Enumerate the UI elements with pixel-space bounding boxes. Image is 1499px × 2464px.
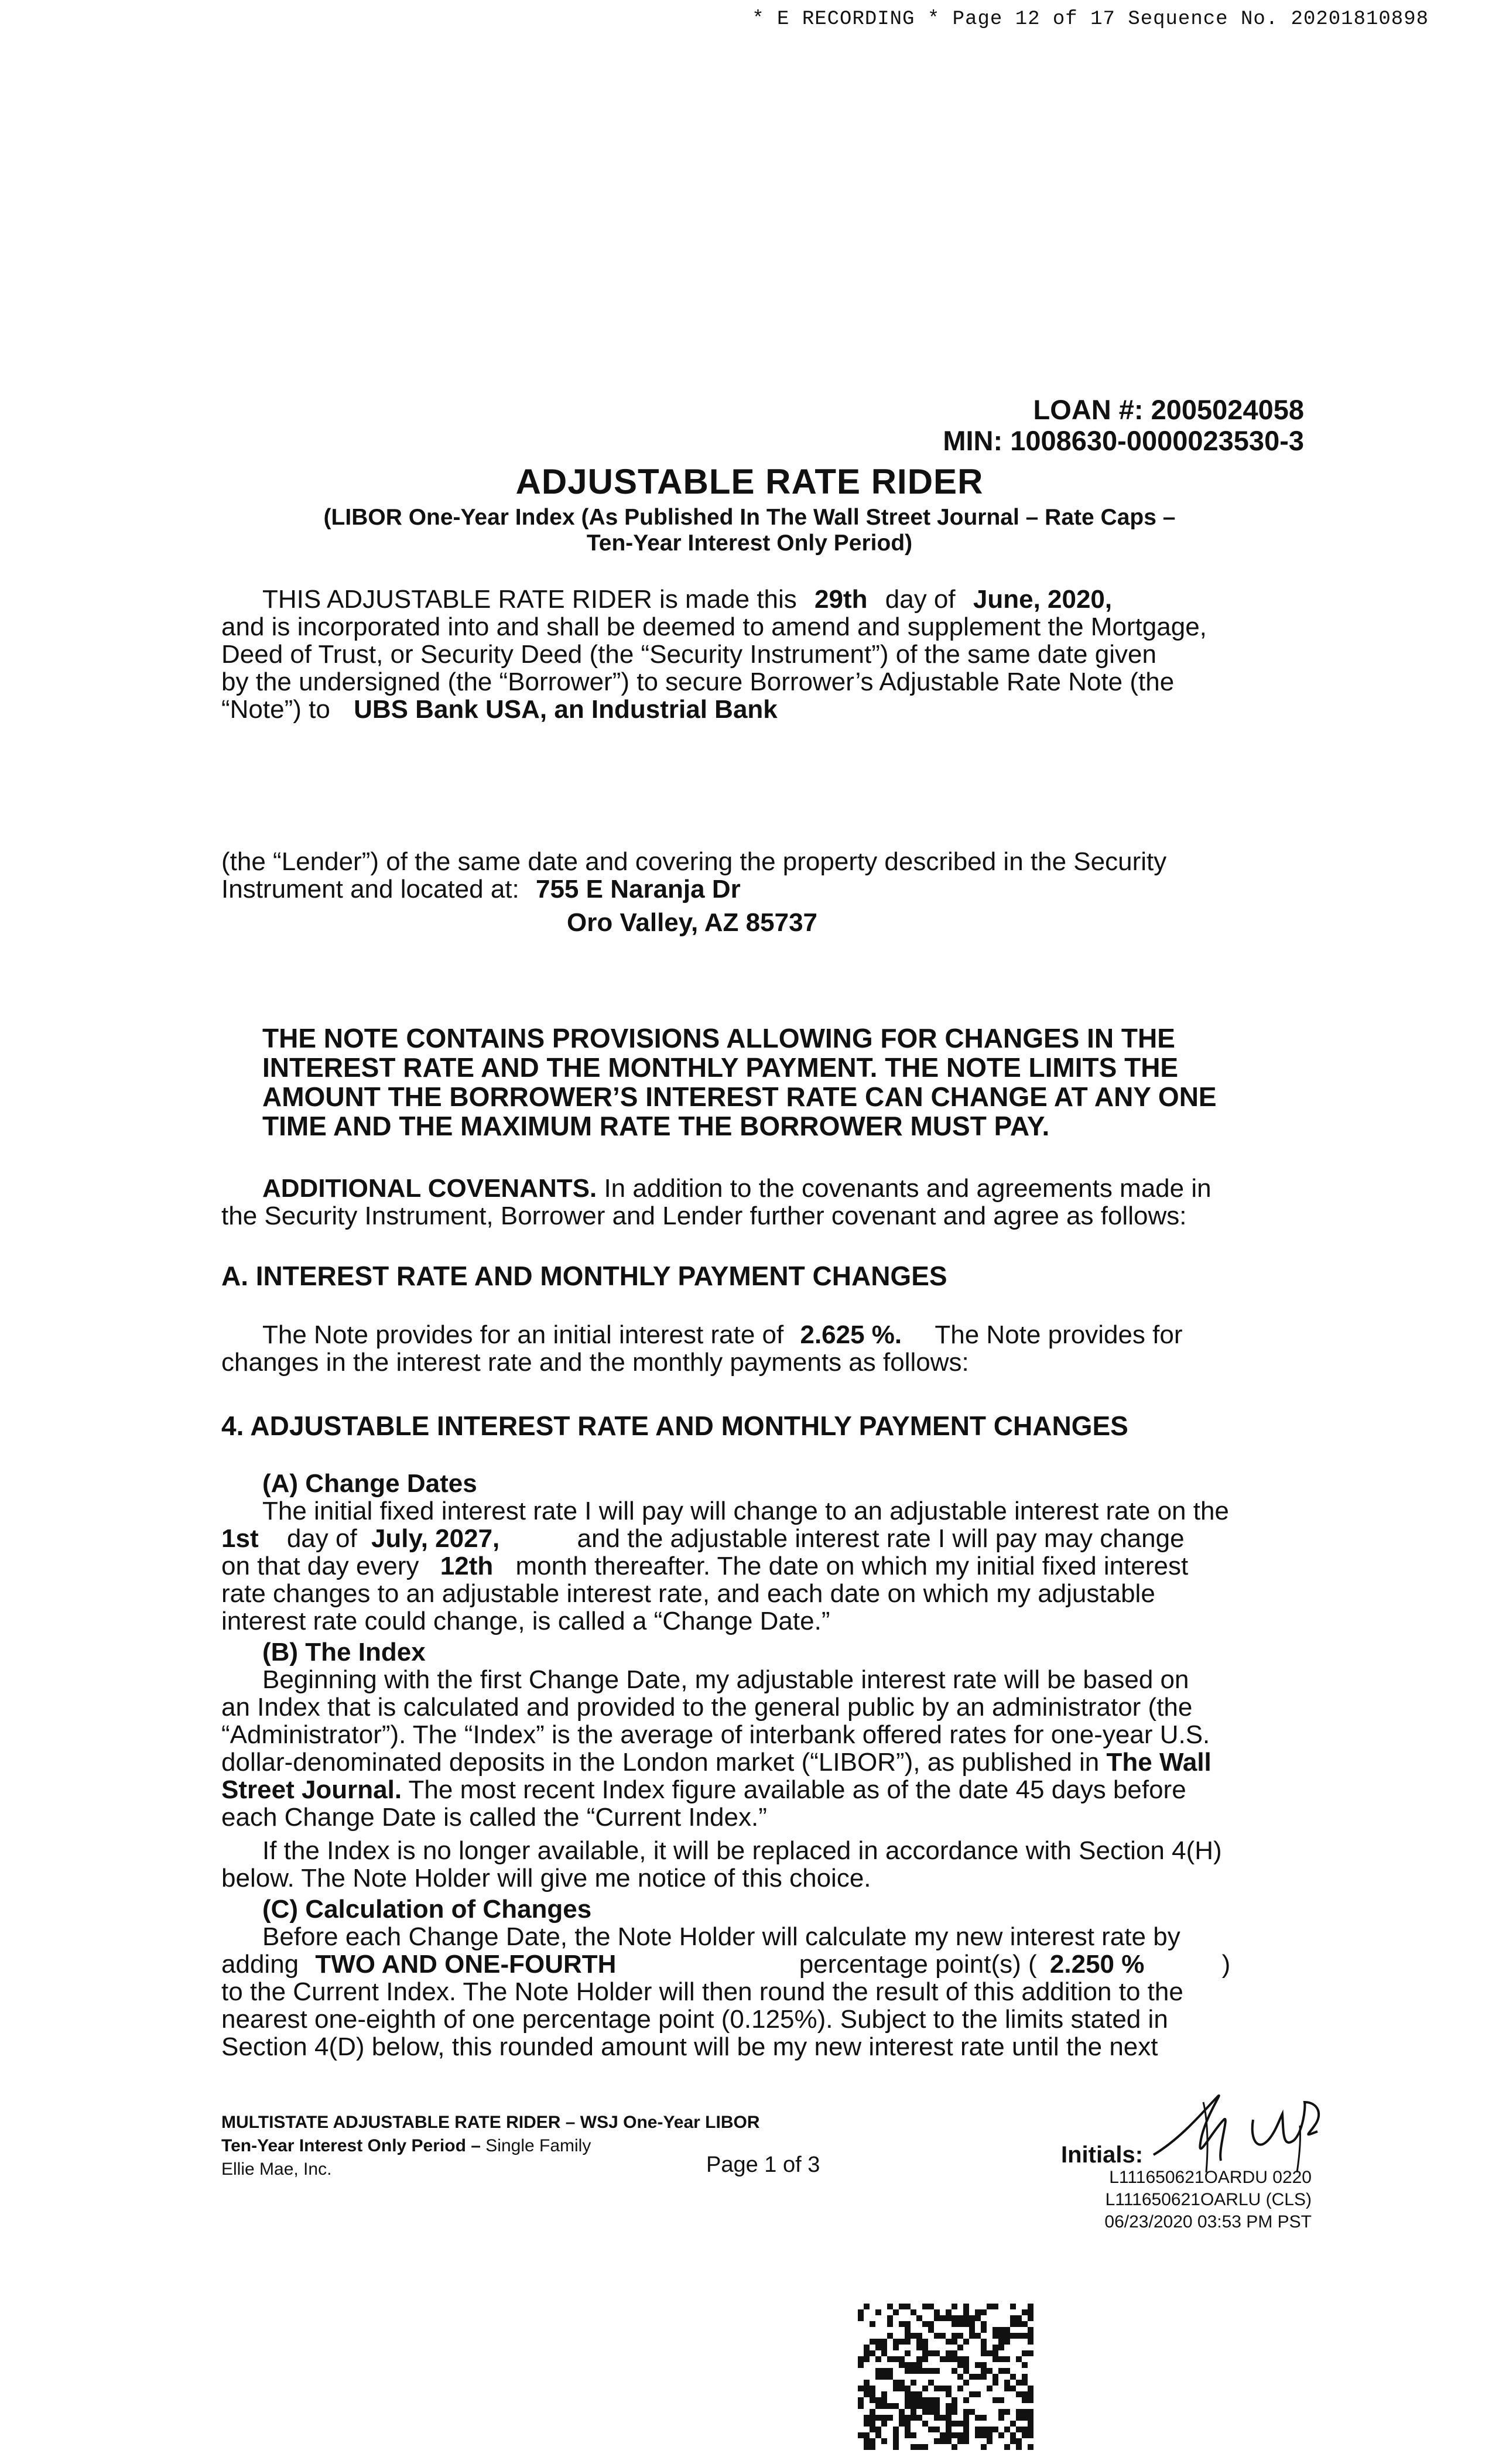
form-title-1: MULTISTATE ADJUSTABLE RATE RIDER – WSJ One-Year LIBOR xyxy=(221,2113,760,2132)
subsection-a-text: on that day every xyxy=(221,1552,419,1580)
section-a-heading: A. INTEREST RATE AND MONTHLY PAYMENT CHANGES xyxy=(221,1261,947,1291)
first-change-date: July, 2027, xyxy=(371,1524,500,1553)
subsection-b-line-6: each Change Date is called the “Current Index.” xyxy=(221,1803,767,1832)
margin-rate: 2.250 % xyxy=(1049,1950,1145,1979)
subsection-a-line-2 xyxy=(221,1525,1185,1552)
subsection-c-line-2 xyxy=(221,1950,1230,1978)
subsection-b-line-4 xyxy=(221,1748,1211,1776)
page-number: Page 1 of 3 xyxy=(706,2152,820,2177)
subsection-c-text: adding xyxy=(221,1950,299,1979)
intro-text: “Note”) to xyxy=(221,695,330,724)
notice-line: AMOUNT THE BORROWER’S INTEREST RATE CAN CHANGE AT ANY ONE xyxy=(262,1082,1217,1112)
subsection-b-text: dollar-denominated deposits in the London market (“LIBOR”), as published in xyxy=(221,1748,1100,1777)
form-code-1: L111650621OARDU 0220 xyxy=(1109,2168,1312,2187)
intro-line-5 xyxy=(221,696,778,723)
subsection-a-text: day of xyxy=(286,1524,357,1553)
subsection-c-line-4: nearest one-eighth of one percentage point (0.125%). Subject to the limits stated in xyxy=(221,2005,1168,2034)
section-a-text: The Note provides for xyxy=(935,1320,1183,1349)
subsection-c-text: ) xyxy=(1221,1950,1231,1979)
subsection-b-heading: (B) The Index xyxy=(262,1638,426,1666)
subsection-a-heading: (A) Change Dates xyxy=(262,1469,477,1498)
notice-line: INTEREST RATE AND THE MONTHLY PAYMENT. THE NOTE LIMITS THE xyxy=(262,1052,1179,1083)
subsection-c-line-1: Before each Change Date, the Note Holder will calculate my new interest rate by xyxy=(262,1922,1180,1951)
barcode-icon xyxy=(858,2304,1033,2450)
intro-line-3: Deed of Trust, or Security Deed (the “Security Instrument”) of the same date given xyxy=(221,640,1156,669)
page-title: ADJUSTABLE RATE RIDER xyxy=(515,462,984,501)
subsection-c-heading: (C) Calculation of Changes xyxy=(262,1895,592,1924)
section-a-line-2: changes in the interest rate and the monthly payments as follows: xyxy=(221,1348,969,1377)
intro-text: day of xyxy=(885,585,956,614)
subsection-a-line-5: interest rate could change, is called a “Change Date.” xyxy=(221,1607,830,1635)
property-address-1: 755 E Naranja Dr xyxy=(535,875,741,904)
publication-name: Street Journal. xyxy=(221,1775,402,1804)
notice-line: THE NOTE CONTAINS PROVISIONS ALLOWING FOR CHANGES IN THE xyxy=(262,1023,1175,1053)
subsection-a-line-1: The initial fixed interest rate I will pay will change to an adjustable interest rate on the xyxy=(262,1497,1229,1525)
rider-day: 29th xyxy=(814,585,868,614)
covenants-label: ADDITIONAL COVENANTS. xyxy=(262,1174,597,1203)
intro-line-1 xyxy=(262,586,1112,613)
subtitle-line-2: Ten-Year Interest Only Period) xyxy=(586,531,913,556)
subsection-b-line-2: an Index that is calculated and provided to the general public by an administrator (the xyxy=(221,1693,1193,1722)
print-timestamp: 06/23/2020 03:53 PM PST xyxy=(1104,2212,1312,2232)
subsection-a-text: month thereafter. The date on which my initial fixed interest xyxy=(515,1552,1189,1580)
intro-text: THIS ADJUSTABLE RATE RIDER is made this xyxy=(262,585,797,614)
section-a-text: The Note provides for an initial interest rate of xyxy=(262,1320,784,1349)
subtitle-line-1: (LIBOR One-Year Index (As Published In The Wall Street Journal – Rate Caps – xyxy=(323,505,1176,530)
property-line-1: (the “Lender”) of the same date and covering the property described in the Security xyxy=(221,847,1167,876)
change-frequency: 12th xyxy=(440,1552,494,1580)
subsection-b-line-5 xyxy=(221,1776,1186,1803)
form-publisher: Ellie Mae, Inc. xyxy=(221,2160,332,2179)
subsection-c-text: percentage point(s) ( xyxy=(799,1950,1037,1979)
property-line-2 xyxy=(221,875,741,903)
property-address-2: Oro Valley, AZ 85737 xyxy=(567,908,818,937)
subsection-b-line-8: below. The Note Holder will give me notice of this choice. xyxy=(221,1864,871,1893)
form-title-text: Ten-Year Interest Only Period – xyxy=(221,2136,481,2155)
covenants-line-1 xyxy=(262,1175,1211,1202)
subsection-c-line-5: Section 4(D) below, this rounded amount will be my new interest rate until the next xyxy=(221,2032,1158,2061)
loan-number: LOAN #: 2005024058 xyxy=(1033,394,1304,425)
subsection-a-line-3 xyxy=(221,1552,1188,1580)
form-code-2: L111650621OARLU (CLS) xyxy=(1105,2190,1312,2209)
covenants-text: In addition to the covenants and agreements made in xyxy=(604,1174,1211,1203)
subsection-b-line-3: “Administrator”). The “Index” is the average of interbank offered rates for one-year U.S. xyxy=(221,1720,1210,1749)
intro-line-4: by the undersigned (the “Borrower”) to secure Borrower’s Adjustable Rate Note (the xyxy=(221,668,1175,696)
recording-header: * E RECORDING * Page 12 of 17 Sequence No. 20201810898 xyxy=(752,8,1429,30)
subsection-c-line-3: to the Current Index. The Note Holder will then round the result of this addition to the xyxy=(221,1977,1183,2006)
initials-label: Initials: xyxy=(1061,2142,1144,2168)
subsection-b-text: The most recent Index figure available as of the date 45 days before xyxy=(408,1775,1186,1804)
subsection-a-text: and the adjustable interest rate I will pay may change xyxy=(577,1524,1185,1553)
notice-line: TIME AND THE MAXIMUM RATE THE BORROWER MUST PAY. xyxy=(262,1111,1050,1141)
notice-block xyxy=(262,1024,1217,1141)
subsection-a-line-4: rate changes to an adjustable interest rate, and each date on which my adjustable xyxy=(221,1579,1155,1608)
section-a-line-1 xyxy=(262,1321,1182,1349)
subsection-b-line-7: If the Index is no longer available, it will be replaced in accordance with Section 4(H) xyxy=(262,1836,1222,1865)
subsection-b-line-1: Beginning with the first Change Date, my adjustable interest rate will be based on xyxy=(262,1665,1189,1694)
margin-words: TWO AND ONE-FOURTH xyxy=(315,1950,617,1979)
property-text: Instrument and located at: xyxy=(221,875,519,904)
change-day: 1st xyxy=(221,1524,259,1553)
form-title-text: Single Family xyxy=(485,2136,591,2155)
lender-name: UBS Bank USA, an Industrial Bank xyxy=(354,695,778,724)
covenants-line-2: the Security Instrument, Borrower and Lender further covenant and agree as follows: xyxy=(221,1202,1187,1230)
intro-line-2: and is incorporated into and shall be deemed to amend and supplement the Mortgage, xyxy=(221,612,1207,641)
publication-name: The Wall xyxy=(1106,1748,1211,1777)
initial-rate: 2.625 %. xyxy=(800,1320,902,1349)
form-title-2 xyxy=(221,2136,591,2156)
rider-date: June, 2020, xyxy=(973,585,1113,614)
section-4-heading: 4. ADJUSTABLE INTEREST RATE AND MONTHLY PAYMENT CHANGES xyxy=(221,1411,1128,1441)
min-number: MIN: 1008630-0000023530-3 xyxy=(943,425,1304,456)
